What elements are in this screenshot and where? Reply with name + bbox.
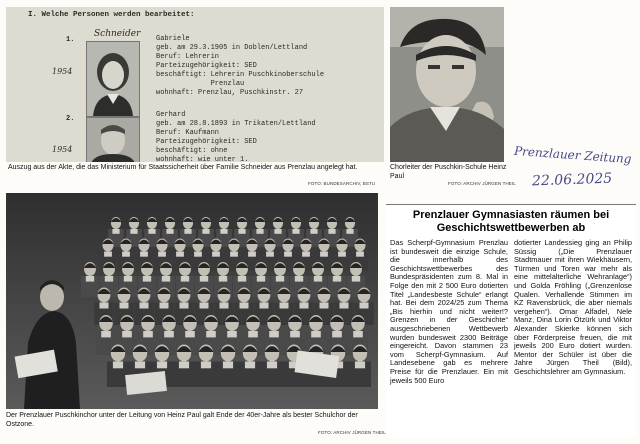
doc-credit: FOTO: BUNDESARCHIV, BSTU — [308, 181, 376, 186]
person1-line: geb. am 29.3.1905 in Doblen/Lettland — [156, 44, 308, 52]
person1-name-handwritten: Schneider — [94, 29, 141, 39]
person2-line: wohnhaft: wie unter 1. — [156, 156, 249, 162]
doc-caption: Auszug aus der Akte, die das Ministerium für Staatssicherheit über Familie Schneider aus Prenzlau angelegt hat. — [8, 164, 358, 171]
choir-director-photo — [390, 7, 504, 162]
news-article — [386, 204, 636, 438]
person1-line: Gabriele — [156, 35, 190, 43]
person2-line: Gerhard — [156, 111, 186, 119]
person1-line: Beruf: Lehrerin — [156, 53, 220, 61]
article-headline: Prenzlauer Gymnasiasten räumen bei Geschichtswettbewerben ab — [412, 209, 610, 234]
article-column-2: dotierter Landessieg ging an Philip Süssig („Die Prenzlauer Stadtmauer mit ihren Wiekhäusern, Türmen und Toren war mehr als eine mittelalterliche Wehranlage“) und Golda Fröhling („Grenzenlose Qualen. Verhallende Stimmen im KZ Ravensbrück, die aber niemals vergehen“). Omar Alfadel, Nele Manz, Dina Lorin Ötzürk und Viktor Alexander Skierke können sich über Förderpreise freuen, die mit jeweils 200 Euro dotiert wurden. Mentor der Schüler ist über die Jahre Jürgen Theil (Bild), Geschichtslehrer am Gymnasium. — [514, 238, 632, 376]
person1-line: Prenzlau — [156, 80, 245, 88]
person2-number: 2. — [66, 115, 75, 123]
portrait-gabriele — [86, 41, 140, 117]
person2-line: geb. am 28.8.1893 in Trikaten/Lettland — [156, 120, 316, 128]
choir-caption: Der Prenzlauer Puschkinchor unter der Leitung von Heinz Paul galt Ende der 40er-Jahre als bester Schulchor der Ostzone. — [6, 412, 358, 428]
person1-line: wohnhaft: Prenzlau, Puschkinstr. 27 — [156, 89, 304, 97]
article-column-1: Das Scherpf-Gymnasium Prenzlau ist bundesweit die einzige Schule, die innerhalb des Geschichtswettbewerbes des Bundespräsidenten zum 8. Mal in Folge den mit 2 500 Euro dotierten Titel „Landesbeste Schule“ erlangt hat. Bei dem 2024/25 zum Thema „Bis hierhin und nicht weiter!? Grenzen in der Geschichte“ ausgeschriebenen Wettbewerb wurden bundesweit 2300 Beiträge eingereicht. Davon stammen 23 vom Scherpf-Gymnasium. Auf Landesebene gab es mehrere Preise für die Prenzlauer. Ein mit jeweils 500 Euro — [390, 238, 508, 385]
handwritten-date: 22.06.2025 — [531, 170, 613, 190]
director-caption: Chorleiter der Puschkin-Schule Heinz Paul — [390, 164, 507, 180]
file-heading: I. Welche Personen werden bearbeitet: — [28, 11, 195, 19]
director-credit: FOTO: ARCHIV JÜRGEN THEIL — [448, 181, 516, 186]
stasi-file-photo — [6, 7, 384, 162]
person1-number: 1. — [66, 36, 75, 44]
person1-line: beschäftigt: Lehrerin Puschkinoberschule — [156, 71, 325, 79]
person2-line: Parteizugehörigkeit: SED — [156, 138, 257, 146]
person2-line: beschäftigt: ohne — [156, 147, 228, 155]
person2-line: Beruf: Kaufmann — [156, 129, 220, 137]
person1-line: Parteizugehörigkeit: SED — [156, 62, 257, 70]
person1-year-handwritten: 1954 — [52, 67, 73, 76]
portrait-gerhard — [86, 117, 140, 162]
choir-photo — [6, 193, 378, 409]
person2-year-handwritten: 1954 — [52, 145, 73, 154]
choir-credit: FOTO: ARCHIV JÜRGEN THEIL — [318, 430, 386, 435]
handwritten-paper-name: Prenzlauer Zeitung — [513, 143, 632, 167]
